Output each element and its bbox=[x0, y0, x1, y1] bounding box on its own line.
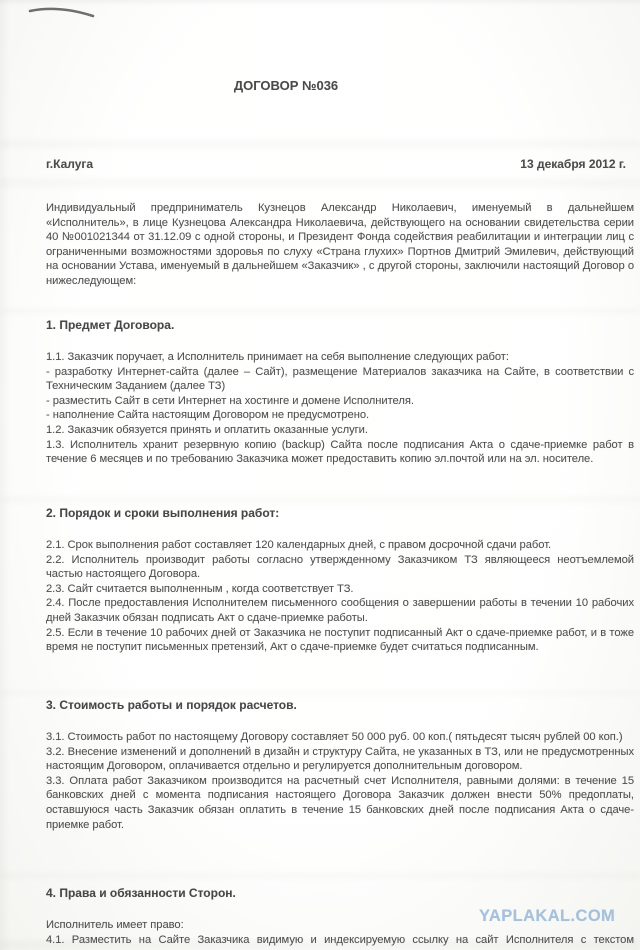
scan-streak bbox=[0, 178, 640, 188]
pen-mark-icon bbox=[27, 5, 99, 21]
city-date-row bbox=[46, 156, 626, 172]
contract-clause: Исполнитель имеет право: bbox=[46, 919, 184, 931]
contract-clause: 2.5. Если в течение 10 рабочих дней от Заказчика не поступит подписанный Акт о сдаче-приемке работ, и в тоже время не поступит письменных претензий, Акт о сдаче-приемке будет считаться подписанным. bbox=[46, 626, 634, 654]
contract-clause: 2.4. После предоставления Исполнителем письменного сообщения о завершении работы в течении 10 рабочих дней Заказчик обязан подписать Акт о сдаче-приемке работы. bbox=[46, 597, 634, 624]
city-label: г.Калуга bbox=[46, 157, 94, 171]
section-heading: 1. Предмет Договора. bbox=[46, 318, 175, 332]
section-heading: 4. Права и обязанности Сторон. bbox=[46, 886, 236, 900]
contract-clause: 2.2. Исполнитель производит работы согласно утвержденному Заказчиком ТЗ являющееся неотъемлемой частью настоящего Договора. bbox=[46, 553, 634, 581]
section-cost bbox=[46, 697, 634, 832]
scan-streak bbox=[0, 496, 640, 503]
page-title: ДОГОВОР №036 bbox=[233, 78, 339, 93]
section-heading: 2. Порядок и сроки выполнения работ: bbox=[46, 506, 280, 520]
contract-clause: 3.2. Внесение изменений и дополнений в дизайн и структуру Сайта, не указанных в ТЗ, или не предусмотренных настоящим Договором, оплачивается отдельно и регулируется дополнительным договором. bbox=[46, 745, 634, 773]
contract-clause: 1.1. Заказчик поручает, а Исполнитель принимает на себя выполнение следующих работ: bbox=[46, 351, 509, 363]
contract-preamble: Индивидуальный предприниматель Кузнецов Александр Николаевич, именуемый в дальнейшем «Исполнитель», в лице Кузнецова Александра Николаевича, действующего на основании свидетельства серии 40 №001021344 от 31.12.09 с одной стороны, и Президент Фонда содействия реабилитации и интеграции лиц с ограниченными возможностями здоровья по слуху «Страна глухих» Портнов Дмитрий Эмилевич, действующий на основании Устава, именуемый в дальнейшем «Заказчик» , с другой стороны, заключили настоящий Договор о нижеследующем: bbox=[46, 202, 634, 287]
scan-streak bbox=[0, 308, 640, 314]
section-terms bbox=[46, 505, 634, 655]
contract-clause: 2.1. Срок выполнения работ составляет 120 календарных дней, с правом досрочной сдачи работ. bbox=[46, 539, 552, 551]
contract-clause: 2.3. Сайт считается выполненным , когда соответствует ТЗ. bbox=[46, 582, 354, 595]
scan-streak bbox=[0, 872, 640, 879]
contract-clause: 3.1. Стоимость работ по настоящему Договору составляет 50 000 руб. 00 коп.( пятьдесят тысяч рублей 00 коп.) bbox=[46, 731, 623, 743]
scan-streak bbox=[0, 140, 640, 148]
section-subject bbox=[46, 317, 634, 467]
scan-streak bbox=[0, 690, 640, 696]
contract-clause: 3.3. Оплата работ Заказчиком производится на расчетный счет Исполнителя, равными долями: в течение 15 банковских дней с момента подписания настоящего Договора Заказчик должен внести 50% предоплаты, оставшуюся часть Заказчик обязан оплатить в течение 15 банковских дней после подписания Акта о сдаче-приемке работ. bbox=[46, 774, 634, 831]
scan-edge-shadow bbox=[0, 0, 10, 950]
contract-clause: - разработку Интернет-сайта (далее – Сайт), размещение Материалов заказчика на Сайте, в соответствии с Техническим Заданием (далее ТЗ) bbox=[46, 365, 634, 393]
contract-clause: 1.2. Заказчик обязуется принять и оплатить оказанные услуги. bbox=[46, 423, 368, 436]
contract-clause: - разместить Сайт в сети Интернет на хостинге и домене Исполнителя. bbox=[46, 394, 414, 407]
yaplakal-watermark: YAPLAKAL.COM bbox=[479, 907, 616, 925]
date-label: 13 декабря 2012 г. bbox=[520, 157, 626, 171]
contract-clause: 1.3. Исполнитель хранит резервную копию (backup) Сайта после подписания Акта о сдаче-приемке работ в течение 6 месяцев и по требованию Заказчика может предоставить копию эл.почтой или на эл. носителе. bbox=[46, 438, 634, 466]
contract-clause: 4.1. Разместить на Сайте Заказчика видимую и индексируемую ссылку на сайт Исполнителя с текстом bbox=[46, 933, 634, 946]
contract-clause: - наполнение Сайта настоящим Договором не предусмотрено. bbox=[46, 409, 370, 422]
section-heading: 3. Стоимость работы и порядок расчетов. bbox=[46, 698, 297, 712]
